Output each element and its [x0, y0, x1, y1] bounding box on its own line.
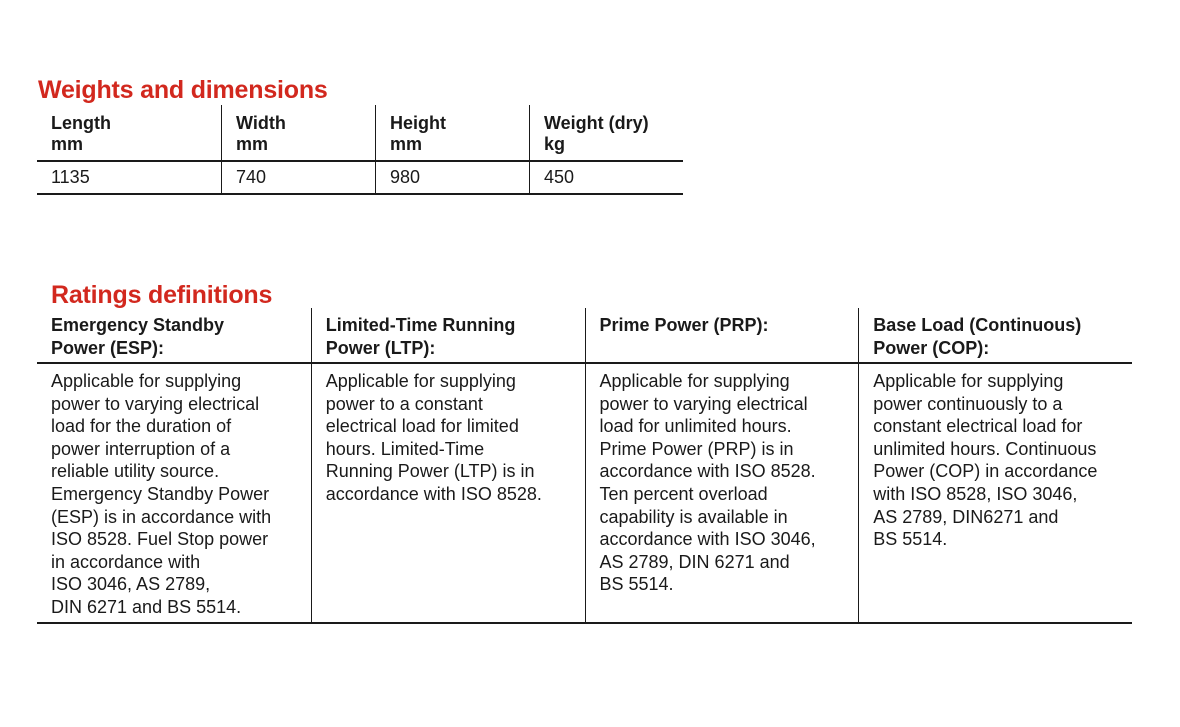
table-row	[37, 162, 683, 195]
height-value: 980	[375, 162, 529, 193]
length-value: 1135	[51, 167, 90, 187]
definition-line: Applicable for supplying	[599, 371, 790, 391]
definition-line: Running Power (LTP) is in	[325, 461, 535, 482]
definition-line: reliable utility source.	[51, 461, 220, 482]
definition-line: capability is available in	[599, 506, 788, 527]
definition-line: power interruption of a	[51, 438, 231, 459]
weights-and-dimensions-title: Weights and dimensions	[38, 76, 328, 104]
definition-line: AS 2789, DIN 6271 and	[599, 551, 790, 572]
definition-line: power to varying electrical	[51, 393, 260, 414]
definition-line: accordance with ISO 8528.	[325, 483, 542, 504]
header-label: Weight (dry)	[544, 113, 649, 133]
definition-line: Prime Power (PRP) is in	[599, 438, 794, 459]
header-cell-weight	[529, 105, 683, 160]
table-row	[37, 364, 1132, 624]
header-line: Power (ESP):	[51, 338, 165, 358]
definition-line: ISO 8528. Fuel Stop power	[51, 529, 269, 550]
definition-line: power continuously to a	[873, 393, 1063, 414]
definition-line: hours. Limited-Time	[325, 438, 485, 459]
header-cell-length	[37, 105, 221, 160]
header-label: Length	[51, 113, 111, 133]
header-label: Width	[236, 113, 286, 133]
definition-line: power to varying electrical	[599, 393, 808, 414]
header-label: Height	[390, 113, 446, 133]
weights-and-dimensions-table	[37, 105, 683, 195]
header-cell-prp	[585, 308, 859, 362]
definition-cell-prp	[585, 364, 859, 622]
table-header-row	[37, 105, 683, 162]
header-cell-width	[221, 105, 375, 160]
header-unit: kg	[544, 134, 566, 154]
definition-cell-esp	[37, 364, 311, 622]
header-unit: mm	[390, 134, 423, 154]
header-unit: mm	[51, 134, 84, 154]
header-unit: mm	[236, 134, 269, 154]
definition-line: load for unlimited hours.	[599, 416, 792, 437]
definition-line: ISO 3046, AS 2789,	[51, 574, 211, 595]
definition-line: accordance with ISO 3046,	[599, 529, 816, 550]
definition-line: Applicable for supplying	[873, 371, 1064, 391]
width-value: 740	[221, 162, 375, 193]
definition-line: DIN 6271 and BS 5514.	[51, 596, 242, 617]
definition-line: Power (COP) in accordance	[873, 461, 1098, 482]
definition-line: constant electrical load for	[873, 416, 1083, 437]
header-line: Prime Power (PRP):	[599, 315, 769, 335]
definition-cell-cop	[858, 364, 1132, 622]
definition-line: BS 5514.	[873, 529, 948, 550]
definition-line: in accordance with	[51, 551, 201, 572]
definition-line: Ten percent overload	[599, 483, 768, 504]
ratings-definitions-table	[37, 308, 1132, 624]
definition-line: BS 5514.	[599, 574, 674, 595]
definition-line: AS 2789, DIN6271 and	[873, 506, 1059, 527]
header-cell-cop	[858, 308, 1132, 362]
header-line: Power (LTP):	[325, 338, 436, 358]
header-cell-esp	[37, 308, 311, 362]
definition-line: Applicable for supplying	[325, 371, 516, 391]
header-cell-height	[375, 105, 529, 160]
header-line: Power (COP):	[873, 338, 990, 358]
definition-line: with ISO 8528, ISO 3046,	[873, 483, 1078, 504]
definition-line: Applicable for supplying	[51, 371, 242, 391]
header-cell-ltp	[311, 308, 585, 362]
table-header-row	[37, 308, 1132, 364]
definition-line: power to a constant	[325, 393, 483, 414]
definition-line: accordance with ISO 8528.	[599, 461, 816, 482]
header-line: Limited-Time Running	[325, 315, 516, 335]
header-line: Base Load (Continuous)	[873, 315, 1082, 335]
header-line: Emergency Standby	[51, 315, 225, 335]
definition-line: unlimited hours. Continuous	[873, 438, 1097, 459]
definition-line: (ESP) is in accordance with	[51, 506, 272, 527]
weight-value: 450	[529, 162, 683, 193]
ratings-definitions-title: Ratings definitions	[51, 281, 273, 309]
definition-cell-ltp	[311, 364, 585, 622]
definition-line: electrical load for limited	[325, 416, 519, 437]
definition-line: Emergency Standby Power	[51, 483, 270, 504]
definition-line: load for the duration of	[51, 416, 232, 437]
